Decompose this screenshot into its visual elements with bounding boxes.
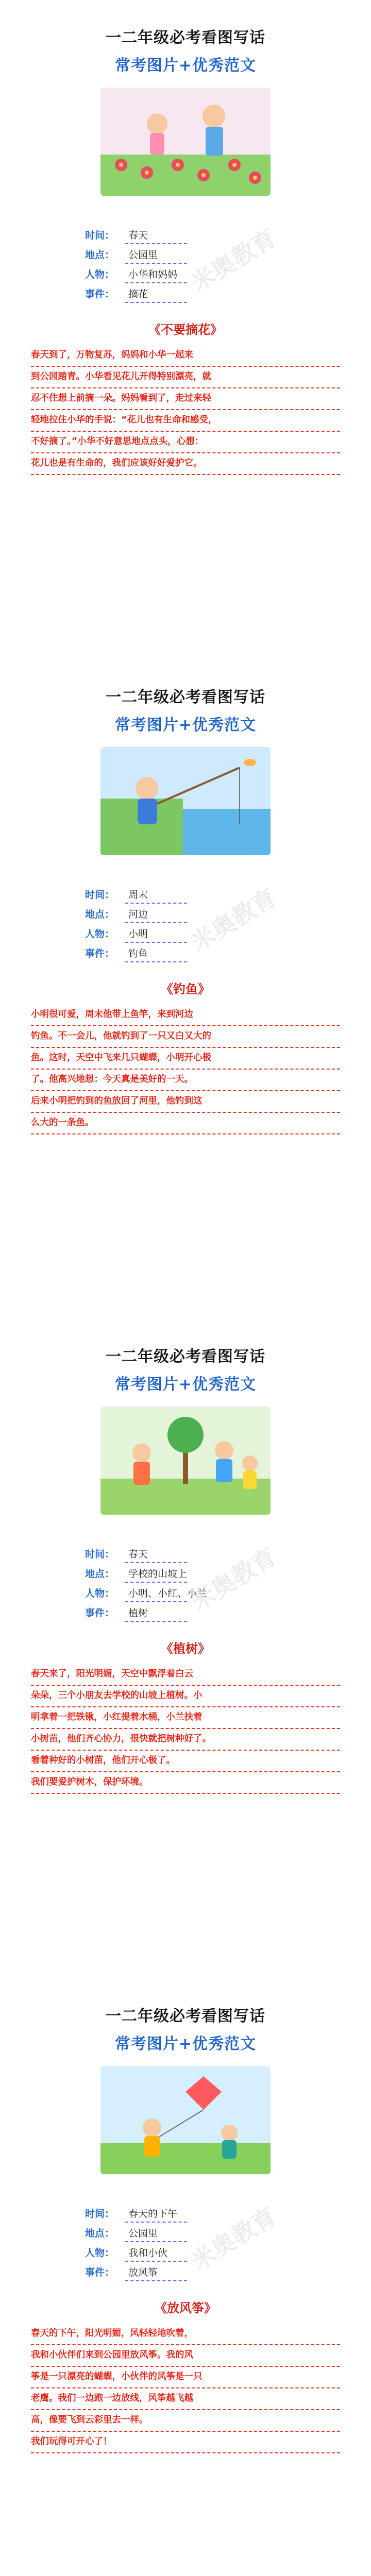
section-title: 一二年级必考看图写话: [106, 2007, 265, 2025]
essay-line: 忍不住想上前摘一朵。妈妈看到了，走过来轻: [31, 388, 340, 410]
essay-line: 小明很可爱，周末他带上鱼竿，来到河边: [31, 1005, 340, 1026]
info-key: 时间：: [85, 1549, 115, 1560]
illustration-flowers: [100, 88, 271, 196]
info-key: 人物：: [85, 2247, 115, 2259]
section-4: [0, 1978, 371, 2576]
info-row: [85, 945, 271, 962]
essay-body: [31, 1664, 340, 1794]
info-key: 时间：: [85, 889, 115, 901]
essay-line: 筝是一只漂亮的蝴蝶，小伙伴的风筝是一只: [31, 2367, 340, 2388]
info-value: 河边: [128, 909, 148, 920]
info-key: 时间：: [85, 2208, 115, 2219]
info-key: 地点：: [85, 2228, 115, 2239]
essay-line: 小树苗，他们齐心协力，很快就把树种好了。: [31, 1729, 340, 1751]
illustration-fishing: [100, 747, 271, 855]
essay-line: 老鹰。我们一边跑一边放线，风筝越飞越: [31, 2388, 340, 2410]
info-value: 小明、小红、小兰: [128, 1588, 207, 1599]
info-value: 春天的下午: [128, 2208, 178, 2219]
essay-line: 不好摘了。”小华不好意思地点点头，心想：: [31, 432, 340, 453]
essay-line: 春天的下午，阳光明媚，风轻轻地吹着，: [31, 2324, 340, 2345]
section-title: 一二年级必考看图写话: [106, 688, 265, 706]
info-row: [85, 2264, 271, 2281]
essay-title: 《植树》: [161, 1641, 210, 1656]
essay-line: 我和小伙伴们来到公园里放风筝。我的风: [31, 2345, 340, 2367]
essay-title: 《放风筝》: [155, 2301, 216, 2315]
info-value: 春天: [128, 1549, 148, 1560]
essay-line: 春天到了，万物复苏，妈妈和小华一起来: [31, 345, 340, 367]
essay-body: [31, 2324, 340, 2453]
info-value: 放风筝: [128, 2267, 158, 2278]
info-value: 摘花: [128, 289, 148, 300]
section-2: [0, 659, 371, 1303]
essay-line: 钓鱼。不一会儿，他就钓到了一只又白又大的: [31, 1026, 340, 1048]
info-key: 地点：: [85, 1568, 115, 1580]
section-1: [0, 0, 371, 644]
essay-line: 了。他高兴地想：今天真是美好的一天。: [31, 1070, 340, 1091]
info-row: [85, 285, 271, 303]
info-key: 地点：: [85, 909, 115, 920]
info-key: 事件：: [85, 948, 115, 959]
info-value: 植树: [128, 1607, 148, 1619]
info-value: 我和小伙: [128, 2247, 168, 2259]
essay-body: [31, 1005, 340, 1134]
info-value: 春天: [128, 230, 148, 241]
essay-title: 《钓鱼》: [161, 982, 210, 996]
info-key: 地点：: [85, 249, 115, 261]
watermark: 米奥教育: [186, 1542, 281, 1617]
info-key: 事件：: [85, 2267, 115, 2278]
illustration-planting: [100, 1406, 271, 1515]
section-subtitle: 常考图片+优秀范文: [114, 57, 257, 75]
watermark: 米奥教育: [186, 223, 281, 298]
essay-line: 后来小明把钓到的鱼放回了河里，他钓到这: [31, 1091, 340, 1113]
section-subtitle: 常考图片+优秀范文: [114, 1376, 257, 1394]
info-row: [85, 1604, 271, 1622]
watermark: 米奥教育: [186, 2201, 281, 2276]
info-key: 人物：: [85, 1588, 115, 1599]
essay-line: 高，像要飞到云彩里去一样。: [31, 2410, 340, 2432]
info-key: 人物：: [85, 928, 115, 940]
info-value: 公园里: [128, 249, 158, 261]
essay-line: 轻地拉住小华的手说：“花儿也有生命和感受，: [31, 410, 340, 432]
info-value: 小明: [128, 928, 148, 940]
info-value: 小华和妈妈: [128, 269, 178, 280]
essay-line: 么大的一条鱼。: [31, 1113, 340, 1134]
essay-line: 鱼。这时，天空中飞来几只蝴蝶，小明开心极: [31, 1048, 340, 1070]
section-title: 一二年级必考看图写话: [106, 1348, 265, 1366]
essay-line: 我们要爱护树木，保护环境。: [31, 1772, 340, 1794]
info-key: 时间：: [85, 230, 115, 241]
info-key: 事件：: [85, 289, 115, 300]
section-subtitle: 常考图片+优秀范文: [114, 2035, 257, 2053]
essay-line: 明拿着一把铁锹，小红提着水桶，小兰扶着: [31, 1707, 340, 1729]
info-value: 学校的山坡上: [128, 1568, 188, 1580]
info-key: 人物：: [85, 269, 115, 280]
section-subtitle: 常考图片+优秀范文: [114, 716, 257, 734]
info-key: 事件：: [85, 1607, 115, 1619]
essay-line: 看着种好的小树苗，他们开心极了。: [31, 1751, 340, 1772]
essay-line: 花儿也是有生命的，我们应该好好爱护它。: [31, 453, 340, 475]
essay-body: [31, 345, 340, 475]
watermark: 米奥教育: [186, 883, 281, 957]
illustration-kite: [100, 2066, 271, 2174]
info-value: 周末: [128, 889, 148, 901]
section-3: [0, 1319, 371, 1963]
essay-line: 朵朵，三个小朋友去学校的山坡上植树。小: [31, 1686, 340, 1707]
essay-line: 我们玩得可开心了！: [31, 2432, 340, 2453]
essay-line: 到公园踏青。小华看见花儿开得特别漂亮，就: [31, 367, 340, 388]
section-title: 一二年级必考看图写话: [106, 29, 265, 47]
info-value: 钓鱼: [128, 948, 148, 959]
essay-title: 《不要摘花》: [148, 323, 223, 337]
essay-line: 春天来了，阳光明媚，天空中飘浮着白云: [31, 1664, 340, 1686]
info-value: 公园里: [128, 2228, 158, 2239]
